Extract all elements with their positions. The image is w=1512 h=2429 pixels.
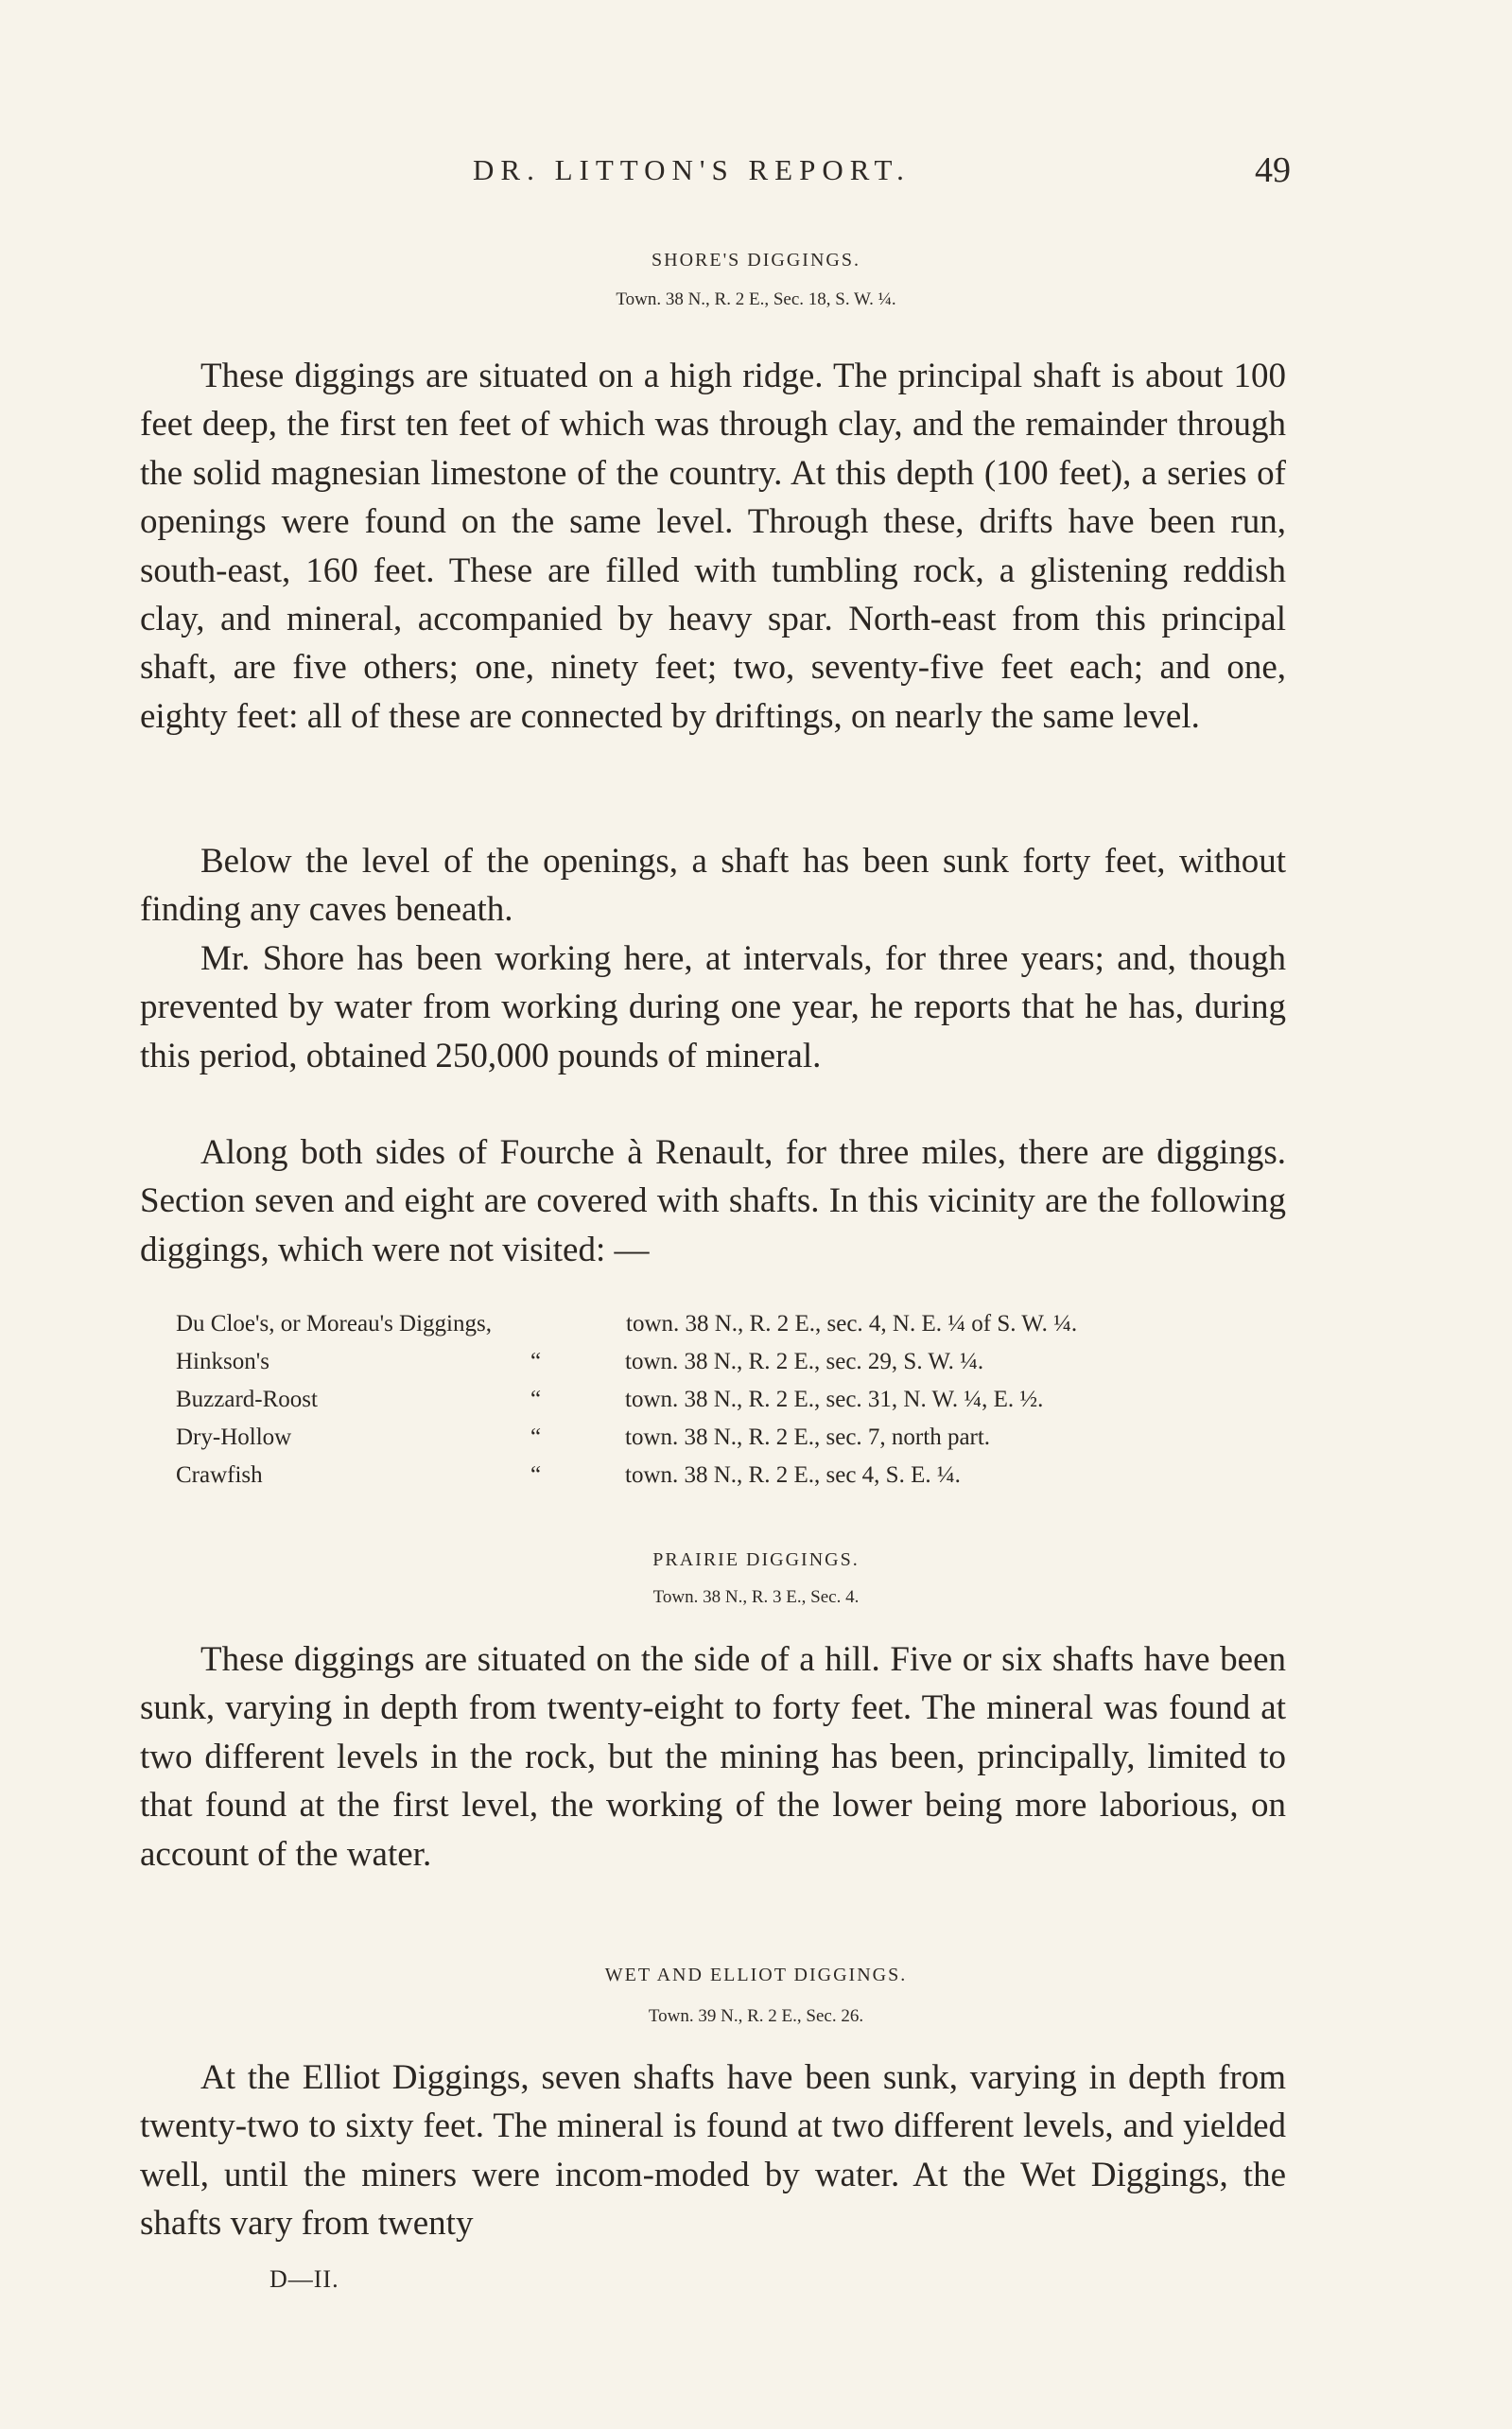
digging-location: town. 38 N., R. 2 E., sec 4, S. E. ¼. [625, 1462, 961, 1488]
ditto-mark: “ [530, 1462, 542, 1488]
paragraph-wet-elliot: At the Elliot Diggings, seven shafts have been sunk, varying in depth from twenty-two to sixty feet. The mineral is found at two different levels, and yielded well, until the miners were incom-moded by water. At the Wet Diggings, the shafts vary from twenty [140, 2058, 1286, 2244]
digging-location: town. 38 N., R. 2 E., sec. 31, N. W. ¼, E. ½. [625, 1387, 1044, 1412]
running-head [142, 149, 1291, 197]
ditto-mark: “ [530, 1349, 542, 1374]
paragraph-shore-2: Below the level of the openings, a shaft has been sunk forty feet, without finding any caves beneath. [140, 842, 1286, 930]
diggings-row [176, 1462, 1292, 1500]
section-location-wet-elliot: Town. 39 N., R. 2 E., Sec. 26. [648, 2006, 864, 2026]
paragraph-shore-3: Mr. Shore has been working here, at intervals, for three years; and, though prevented by water from working during one year, he reports that he has, during this period, obtained 250,000 pounds of mineral. [140, 939, 1286, 1075]
running-title: DR. LITTON'S REPORT. [473, 153, 911, 186]
ditto-mark: “ [530, 1424, 542, 1450]
section-location-shore: Town. 38 N., R. 2 E., Sec. 18, S. W. ¼. [616, 289, 896, 309]
digging-location: town. 38 N., R. 2 E., sec. 7, north part. [625, 1424, 991, 1450]
digging-name: Buzzard-Roost [176, 1387, 318, 1412]
digging-location: town. 38 N., R. 2 E., sec. 29, S. W. ¼. [625, 1349, 984, 1374]
paragraph-prairie: These diggings are situated on the side of a hill. Five or six shafts have been sunk, varying in depth from twenty-eight to forty feet. The mineral was found at two different levels in the rock, but the mining has been, principally, limited to that found at the first level, the working of the lower being more laborious, on account of the water. [140, 1640, 1286, 1874]
section-location-prairie: Town. 38 N., R. 3 E., Sec. 4. [652, 1587, 860, 1607]
diggings-row [176, 1387, 1292, 1424]
signature-mark: D—II. [269, 2265, 339, 2293]
digging-name: Dry-Hollow [176, 1424, 292, 1450]
page-number: 49 [1255, 150, 1291, 190]
diggings-row [176, 1424, 1292, 1462]
digging-name: Du Cloe's, or Moreau's Diggings, [176, 1311, 492, 1337]
ditto-mark: “ [530, 1387, 542, 1412]
paragraph-shore-1: These diggings are situated on a high ridge. The principal shaft is about 100 feet deep, the first ten feet of which was through clay, and the remainder through the solid magnesian limestone of the country. At this depth (100 feet), a series of openings were found on the same level. Through these, drifts have been run, south-east, 160 feet. These are filled with tumbling rock, a glistening reddish clay, and mineral, accompanied by heavy spar. North-east from this principal shaft, are five others; one, ninety feet; two, seventy-five feet each; and one, eighty feet: all of these are connected by driftings, on nearly the same level. [140, 357, 1286, 736]
digging-name: Crawfish [176, 1462, 263, 1488]
section-heading-wet-elliot: WET AND ELLIOT DIGGINGS. [604, 1965, 908, 1985]
diggings-row [176, 1349, 1292, 1387]
paragraph-shore-4: Along both sides of Fourche à Renault, for three miles, there are diggings. Section seven and eight are covered with shafts. In this vicinity are the following diggings, which were not visited: — [140, 1133, 1286, 1269]
digging-location: town. 38 N., R. 2 E., sec. 4, N. E. ¼ of S. W. ¼. [626, 1311, 1078, 1337]
section-heading-shore: SHORE'S DIGGINGS. [652, 250, 860, 271]
diggings-row [176, 1311, 1292, 1349]
diggings-list [176, 1311, 1292, 1500]
section-heading-prairie: PRAIRIE DIGGINGS. [652, 1549, 860, 1570]
digging-name: Hinkson's [176, 1349, 269, 1374]
